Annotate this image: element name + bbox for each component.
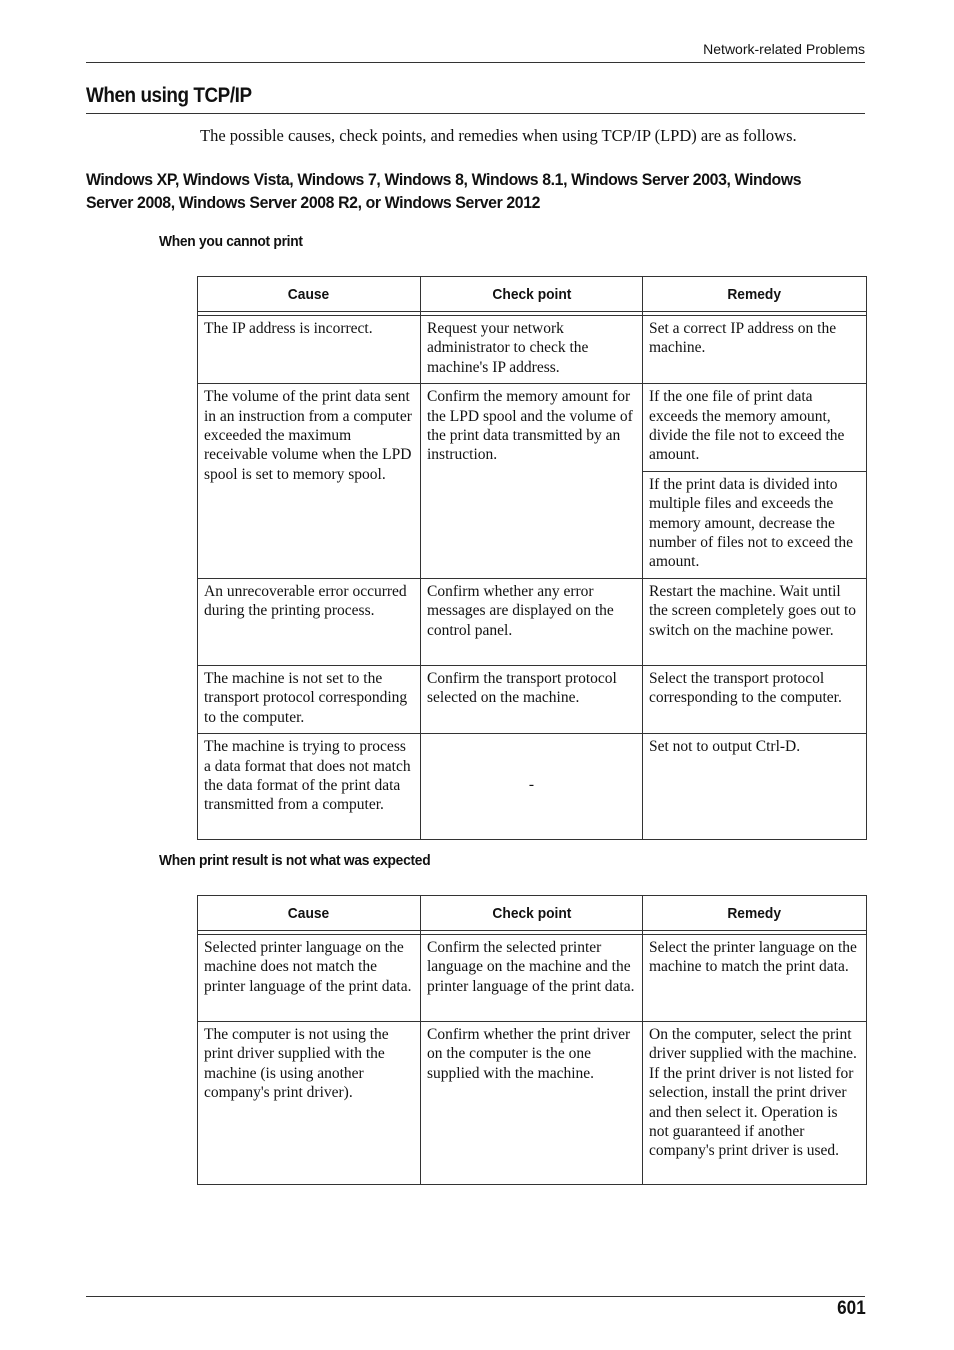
page-number: 601: [837, 1298, 866, 1319]
check-cell: Confirm the memory amount for the LPD spool and the volume of the print data transmitted by an instruction.: [421, 384, 643, 579]
remedy-cell: Select the transport protocol corresponding to the computer.: [643, 665, 867, 733]
remedy-cell: On the computer, select the print driver supplied with the machine. If the print driver is not listed for selection, install the print driver and then select it. Operation is not guaranteed if another company's print driver is used.: [643, 1022, 867, 1185]
remedy-cell: Set not to output Ctrl-D.: [643, 734, 867, 840]
table1-heading: When you cannot print: [159, 233, 303, 250]
table-header-row: [198, 896, 867, 931]
remedy-cell: Set a correct IP address on the machine.: [643, 316, 867, 384]
table2-heading: When print result is not what was expected: [159, 852, 431, 869]
col-header-check-point: Check point: [421, 277, 643, 312]
remedy-cell: Restart the machine. Wait until the screen completely goes out to switch on the machine power.: [643, 578, 867, 665]
col-header-check-point: Check point: [421, 896, 643, 931]
check-cell: Request your network administrator to check the machine's IP address.: [421, 316, 643, 384]
section-rule: [86, 113, 865, 114]
unexpected-result-table: [197, 895, 867, 1185]
cause-cell: The volume of the print data sent in an instruction from a computer exceeded the maximum receivable volume when the LPD spool is set to memory spool.: [198, 384, 421, 579]
cause-cell: The computer is not using the print driver supplied with the machine (is using another company's print driver).: [198, 1022, 421, 1185]
cause-cell: An unrecoverable error occurred during the printing process.: [198, 578, 421, 665]
check-cell: Confirm whether any error messages are displayed on the control panel.: [421, 578, 643, 665]
table-row: [198, 578, 867, 665]
check-cell: Confirm the transport protocol selected on the machine.: [421, 665, 643, 733]
table-row: [198, 384, 867, 472]
cause-cell: The machine is trying to process a data format that does not match the data format of the print data transmitted from a computer.: [198, 734, 421, 840]
col-header-remedy: Remedy: [643, 896, 867, 931]
table-row: [198, 665, 867, 733]
col-header-cause: Cause: [198, 277, 421, 312]
cause-cell: The machine is not set to the transport protocol corresponding to the computer.: [198, 665, 421, 733]
check-cell: Confirm whether the print driver on the computer is the one supplied with the machine.: [421, 1022, 643, 1185]
remedy-cell: If the one file of print data exceeds the memory amount, divide the file not to exceed the amount.: [643, 384, 867, 472]
check-cell: Confirm the selected printer language on the machine and the printer language of the print data.: [421, 935, 643, 1022]
footer-rule: [86, 1296, 865, 1297]
running-header: Network-related Problems: [703, 41, 865, 57]
remedy-cell: Select the printer language on the machine to match the print data.: [643, 935, 867, 1022]
cause-cell: Selected printer language on the machine does not match the printer language of the print data.: [198, 935, 421, 1022]
cannot-print-table: [197, 276, 867, 840]
os-heading: Windows XP, Windows Vista, Windows 7, Windows 8, Windows 8.1, Windows Server 2003, Windows Server 2008, Windows Server 2008 R2, or Windows Server 2012: [86, 170, 802, 212]
table-row: [198, 316, 867, 384]
col-header-remedy: Remedy: [643, 277, 867, 312]
cause-cell: The IP address is incorrect.: [198, 316, 421, 384]
table-row: [198, 1022, 867, 1185]
col-header-cause: Cause: [198, 896, 421, 931]
table-row: [198, 734, 867, 840]
check-cell: -: [421, 734, 643, 840]
table-row: [198, 935, 867, 1022]
table-header-row: [198, 277, 867, 312]
intro-paragraph: The possible causes, check points, and remedies when using TCP/IP (LPD) are as follows.: [200, 126, 797, 145]
remedy-cell: If the print data is divided into multiple files and exceeds the memory amount, decrease the number of files not to exceed the amount.: [643, 471, 867, 578]
header-rule: [86, 62, 865, 63]
section-title: When using TCP/IP: [86, 84, 252, 107]
